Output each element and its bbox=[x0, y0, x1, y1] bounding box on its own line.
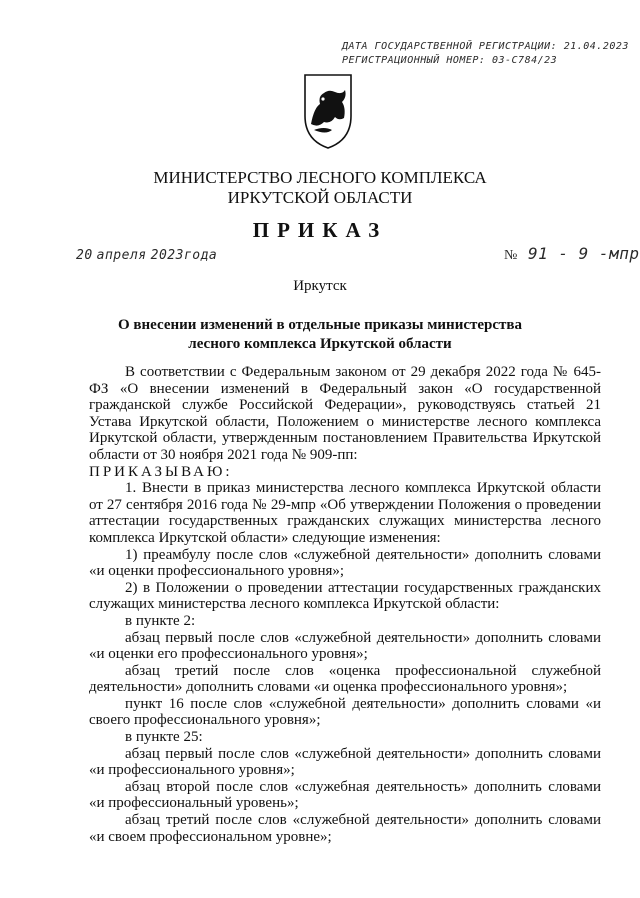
order-date-year: 2023 bbox=[150, 248, 184, 263]
document-title: О внесении изменений в отдельные приказы министерства лесного комплекса Иркутской области bbox=[118, 317, 522, 352]
order-number-label: № bbox=[504, 248, 518, 263]
ministry-name bbox=[0, 168, 640, 208]
paragraph-preamble: В соответствии с Федеральным законом от 29 декабря 2022 года № 645-ФЗ «О внесении изменений в Федеральный закон «О государственной гражданской службе Российской Федерации», руководствуясь статьей 21 Устава Иркутской области, Положением о министерстве лесного комплекса Иркутской области, утвержденным постановлением Правительства Иркутской области от 30 ноября 2021 года № 909-пп: bbox=[89, 364, 601, 463]
order-number bbox=[504, 244, 639, 264]
paragraph-1-2: 2) в Положении о проведении аттестации государственных гражданских служащих министерства лесного комплекса Иркутской области: bbox=[89, 579, 601, 613]
ministry-line-2: ИРКУТСКОЙ ОБЛАСТИ bbox=[227, 188, 413, 207]
registration-date-line: ДАТА ГОСУДАРСТВЕННОЙ РЕГИСТРАЦИИ: 21.04.2023 bbox=[342, 41, 629, 52]
registration-number-line: РЕГИСТРАЦИОННЫЙ НОМЕР: 03-С784/23 bbox=[342, 55, 558, 66]
document-type: ПРИКАЗ bbox=[252, 218, 388, 242]
paragraph-point-2: в пункте 2: bbox=[125, 612, 196, 629]
ministry-line-1: МИНИСТЕРСТВО ЛЕСНОГО КОМПЛЕКСА bbox=[153, 168, 487, 187]
paragraph-point-25-abzac-1: абзац первый после слов «служебной деятельности» дополнить словами «и профессионального уровня»; bbox=[89, 745, 601, 779]
document-body bbox=[89, 364, 601, 845]
registration-stamp bbox=[342, 40, 629, 68]
paragraph-point-2-abzac-3: абзац третий после слов «оценка профессиональной служебной деятельности» дополнить словами «и оценка профессионального уровня»; bbox=[89, 662, 601, 696]
paragraph-point-16: пункт 16 после слов «служебной деятельности» дополнить словами «и своего профессионального уровня»; bbox=[89, 695, 601, 729]
city: Иркутск bbox=[293, 278, 347, 294]
coat-of-arms-icon bbox=[302, 72, 354, 150]
paragraph-1-1: 1) преамбулу после слов «служебной деятельности» дополнить словами «и оценки профессионального уровня»; bbox=[89, 546, 601, 580]
paragraph-point-25-abzac-2: абзац второй после слов «служебная деятельность» дополнить словами «и профессиональный уровень»; bbox=[89, 778, 601, 812]
paragraph-prikazyvayu: ПРИКАЗЫВАЮ: bbox=[89, 463, 233, 480]
paragraph-point-2-abzac-1: абзац первый после слов «служебной деятельности» дополнить словами «и оценки его профессионального уровня»; bbox=[89, 629, 601, 663]
order-date-suffix: года bbox=[183, 248, 218, 263]
order-date-day: 20 bbox=[76, 248, 93, 263]
order-date bbox=[76, 248, 217, 263]
paragraph-point-25: в пункте 25: bbox=[125, 729, 203, 746]
order-number-value: 91 - 9 -мпр bbox=[528, 244, 640, 263]
order-date-month: апреля bbox=[96, 248, 147, 263]
paragraph-point-25-abzac-3: абзац третий после слов «служебной деятельности» дополнить словами «и своем профессиональном уровне»; bbox=[89, 812, 601, 845]
paragraph-1: 1. Внести в приказ министерства лесного комплекса Иркутской области от 27 сентября 2016 года № 29-мпр «Об утверждении Положения о проведении аттестации государственных гражданских служащих министерства лесного комплекса Иркутской области» следующие изменения: bbox=[89, 480, 601, 546]
